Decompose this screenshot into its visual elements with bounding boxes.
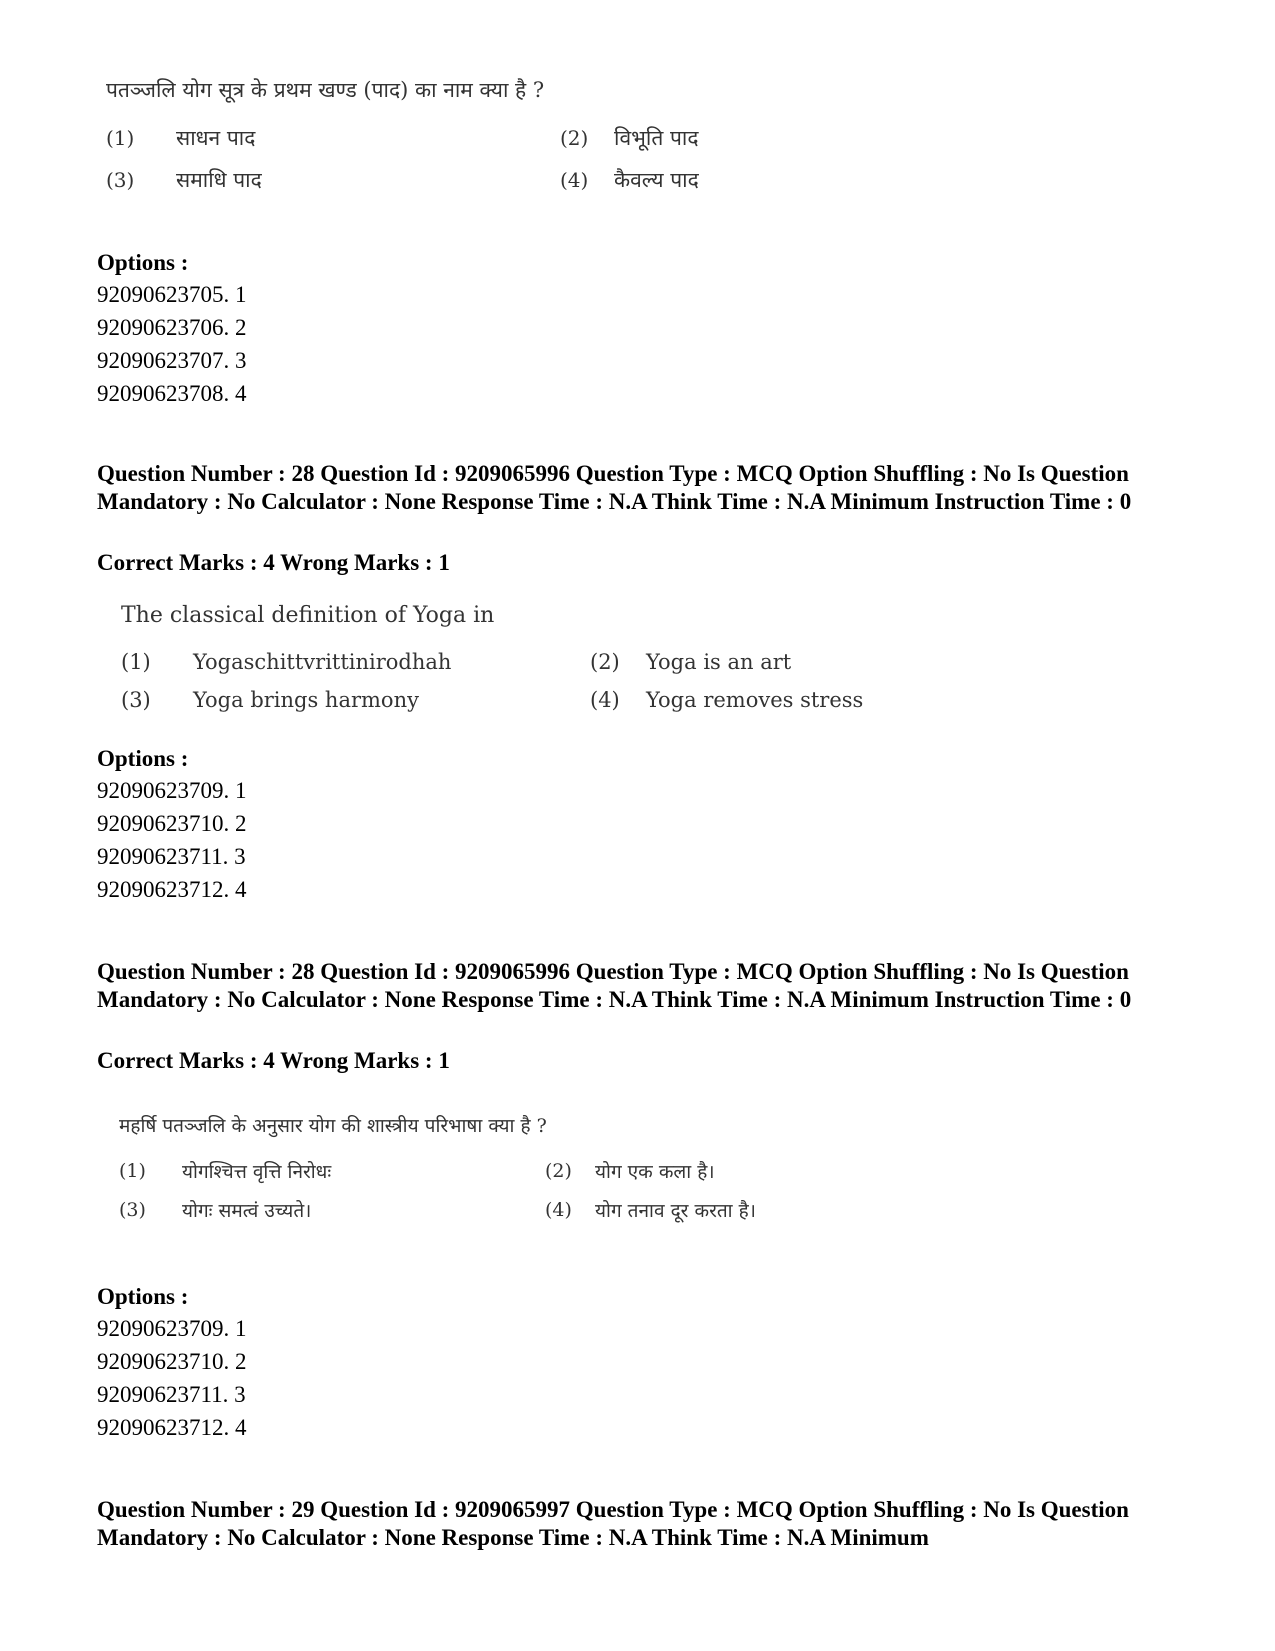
choice-text: योग तनाव दूर करता है। <box>595 1200 756 1222</box>
question-meta: Question Number : 28 Question Id : 9209065996 Question Type : MCQ Option Shuffling : No Is Question Mandatory : No Calculator : None Response Time : N.A Think Time : N.A Minimum Instruction Time : 0 <box>97 461 1132 514</box>
options-list-3 <box>97 1282 247 1444</box>
option-item: 92090623712. 4 <box>97 877 247 902</box>
option-item: 92090623709. 1 <box>97 1316 247 1341</box>
choice-number: (1) <box>121 650 151 674</box>
choice-text: कैवल्य पाद <box>614 168 699 192</box>
choice-number: (3) <box>121 688 151 712</box>
options-list-1 <box>97 248 247 410</box>
option-item: 92090623709. 1 <box>97 778 247 803</box>
option-item: 92090623711. 3 <box>97 844 246 869</box>
choice-number: (1) <box>119 1160 146 1182</box>
choice-number: (2) <box>590 650 620 674</box>
question-text: महर्षि पतञ्जलि के अनुसार योग की शास्त्रीय परिभाषा क्या है ? <box>119 1115 547 1137</box>
option-item: 92090623712. 4 <box>97 1415 247 1440</box>
choice-text: विभूति पाद <box>614 126 699 150</box>
choice-number: (4) <box>545 1199 572 1221</box>
question-meta: Question Number : 28 Question Id : 9209065996 Question Type : MCQ Option Shuffling : No Is Question Mandatory : No Calculator : None Response Time : N.A Think Time : N.A Minimum Instruction Time : 0 <box>97 959 1132 1012</box>
question-text: पतञ्जलि योग सूत्र के प्रथम खण्ड (पाद) का नाम क्या है ? <box>106 78 545 102</box>
option-item: 92090623705. 1 <box>97 282 247 307</box>
options-title: Options : <box>97 250 189 275</box>
choice-text: योगश्चित्त वृत्ति निरोधः <box>182 1161 332 1183</box>
choice-text: Yogaschittvrittinirodhah <box>193 650 452 674</box>
question-marks: Correct Marks : 4 Wrong Marks : 1 <box>97 1048 450 1073</box>
option-item: 92090623706. 2 <box>97 315 247 340</box>
option-item: 92090623707. 3 <box>97 348 247 373</box>
option-item: 92090623710. 2 <box>97 1349 247 1374</box>
choice-number: (1) <box>106 126 135 150</box>
choice-number: (2) <box>545 1160 572 1182</box>
choice-text: Yoga is an art <box>646 650 792 674</box>
option-item: 92090623708. 4 <box>97 381 247 406</box>
choice-text: साधन पाद <box>176 126 256 150</box>
options-list-2 <box>97 744 247 906</box>
options-title: Options : <box>97 746 189 771</box>
options-title: Options : <box>97 1284 189 1309</box>
question-meta: Question Number : 29 Question Id : 9209065997 Question Type : MCQ Option Shuffling : No Is Question Mandatory : No Calculator : None Response Time : N.A Think Time : N.A Minimum <box>97 1497 1129 1550</box>
choice-text: योग एक कला है। <box>595 1161 715 1183</box>
question-marks: Correct Marks : 4 Wrong Marks : 1 <box>97 550 450 575</box>
choice-text: योगः समत्वं उच्यते। <box>182 1200 312 1222</box>
choice-text: समाधि पाद <box>176 168 262 192</box>
choice-number: (3) <box>106 168 135 192</box>
choice-text: Yoga removes stress <box>646 688 864 712</box>
choice-text: Yoga brings harmony <box>193 688 419 712</box>
option-item: 92090623711. 3 <box>97 1382 246 1407</box>
question-text: The classical definition of Yoga in <box>121 603 495 628</box>
choice-number: (4) <box>590 688 620 712</box>
choice-number: (3) <box>119 1199 146 1221</box>
choice-number: (2) <box>560 126 589 150</box>
choice-number: (4) <box>560 168 589 192</box>
option-item: 92090623710. 2 <box>97 811 247 836</box>
